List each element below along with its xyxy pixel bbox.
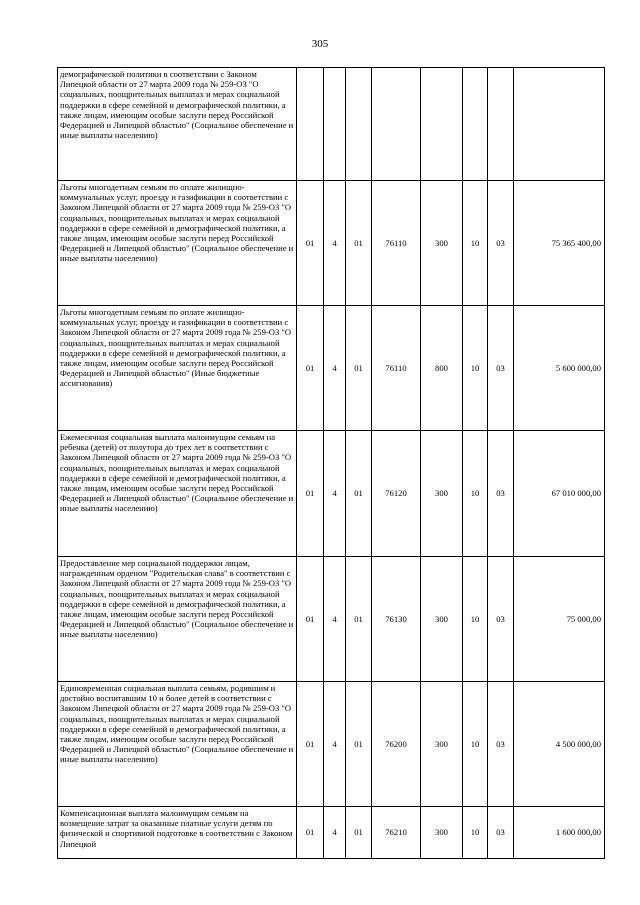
row-description: Предоставление мер социальной поддержки лицам, награжденным орденом "Родительская слава" в соответствии с Законом Липецкой области от 27 марта 2009 года № 259-ОЗ "О социальных, поощрительных выплатах и мерах социальной поддержки в сфере семейной и демографической политики, а также лицам, имеющим особые заслуги перед Российской Федерацией и Липецкой областью" (Социальное обеспечение и иные выплаты населению)	[58, 557, 297, 682]
row-description: Компенсационная выплата малоимущим семьям на возмещение затрат за оказанные платные услуги детям по физической и спортивной подготовке в соответствии с Законом Липецкой	[58, 807, 297, 859]
code-cell: 4	[324, 557, 346, 682]
code-cell: 76110	[372, 306, 421, 431]
row-description: Льготы многодетным семьям по оплате жилищно-коммунальных услуг, проезду и газификации в соответствии с Законом Липецкой области от 27 марта 2009 года № 259-ОЗ "О социальных, поощрительных выплатах и мерах социальной поддержки в сфере семейной и демографической политики, а также лицам, имеющим особые заслуги перед Российской Федерацией и Липецкой областью" (Иные бюджетные ассигнования)	[58, 306, 297, 431]
code-cell: 10	[463, 306, 488, 431]
code-cell: 10	[463, 557, 488, 682]
code-cell: 4	[324, 682, 346, 807]
code-cell	[297, 68, 324, 181]
row-description: Единовременная социальная выплата семьям, родившим и достойно воспитавшим 10 и более детей в соответствии с Законом Липецкой области от 27 марта 2009 года № 259-ОЗ "О социальных, поощрительных выплатах и мерах социальной поддержки в сфере семейной и демографической политики, а также лицам, имеющим особые заслуги перед Российской Федерацией и Липецкой областью" (Социальное обеспечение и иные выплаты населению)	[58, 682, 297, 807]
code-cell: 4	[324, 431, 346, 557]
code-cell: 300	[421, 431, 463, 557]
code-cell: 01	[297, 306, 324, 431]
code-cell: 03	[488, 682, 514, 807]
code-cell: 03	[488, 306, 514, 431]
code-cell: 10	[463, 431, 488, 557]
code-cell: 300	[421, 682, 463, 807]
code-cell: 01	[346, 431, 372, 557]
row-description: Ежемесячная социальная выплата малоимущим семьям на ребенка (детей) от полутора до трех лет в соответствии с Законом Липецкой области от 27 марта 2009 года № 259-ОЗ "О социальных, поощрительных выплатах и мерах социальной поддержки в сфере семейной и демографической политики, а также лицам, имеющим особые заслуги перед Российской Федерацией и Липецкой областью" (Социальное обеспечение и иные выплаты населению)	[58, 431, 297, 557]
code-cell: 01	[297, 807, 324, 859]
code-cell: 01	[297, 557, 324, 682]
code-cell: 4	[324, 181, 346, 306]
code-cell: 01	[346, 682, 372, 807]
amount-cell: 75 365 400,00	[514, 181, 605, 306]
budget-table	[57, 67, 605, 859]
code-cell: 76110	[372, 181, 421, 306]
code-cell: 800	[421, 306, 463, 431]
table-row	[58, 807, 605, 859]
code-cell	[488, 68, 514, 181]
code-cell: 76120	[372, 431, 421, 557]
code-cell: 300	[421, 807, 463, 859]
code-cell: 03	[488, 181, 514, 306]
code-cell: 76200	[372, 682, 421, 807]
amount-cell: 1 600 000,00	[514, 807, 605, 859]
code-cell: 01	[297, 431, 324, 557]
amount-cell: 67 010 000,00	[514, 431, 605, 557]
code-cell: 76130	[372, 557, 421, 682]
code-cell	[346, 68, 372, 181]
code-cell: 01	[297, 682, 324, 807]
table-row	[58, 431, 605, 557]
code-cell: 01	[346, 807, 372, 859]
code-cell: 01	[346, 557, 372, 682]
code-cell: 01	[297, 181, 324, 306]
code-cell: 10	[463, 682, 488, 807]
code-cell	[421, 68, 463, 181]
page-number: 305	[311, 38, 329, 50]
code-cell: 01	[346, 181, 372, 306]
code-cell: 03	[488, 807, 514, 859]
code-cell: 300	[421, 181, 463, 306]
table-row	[58, 682, 605, 807]
code-cell: 10	[463, 807, 488, 859]
code-cell: 03	[488, 431, 514, 557]
code-cell	[372, 68, 421, 181]
code-cell: 4	[324, 807, 346, 859]
amount-cell: 75 000,00	[514, 557, 605, 682]
code-cell: 01	[346, 306, 372, 431]
code-cell: 4	[324, 306, 346, 431]
table-row	[58, 557, 605, 682]
amount-cell: 5 600 000,00	[514, 306, 605, 431]
code-cell: 10	[463, 181, 488, 306]
code-cell: 03	[488, 557, 514, 682]
code-cell	[463, 68, 488, 181]
table-row	[58, 181, 605, 306]
amount-cell: 4 500 000,00	[514, 682, 605, 807]
code-cell	[324, 68, 346, 181]
row-description: демографической политики в соответствии с Законом Липецкой области от 27 марта 2009 года № 259-ОЗ "О социальных, поощрительных выплатах и мерах социальной поддержки в сфере семейной и демографической политики, а также лицам, имеющим особые заслуги перед Российской Федерацией и Липецкой областью" (Социальное обеспечение и иные выплаты населению)	[58, 68, 297, 181]
table-row	[58, 306, 605, 431]
row-description: Льготы многодетным семьям по оплате жилищно-коммунальных услуг, проезду и газификации в соответствии с Законом Липецкой области от 27 марта 2009 года № 259-ОЗ "О социальных, поощрительных выплатах и мерах социальной поддержки в сфере семейной и демографической политики, а также лицам, имеющим особые заслуги перед Российской Федерацией и Липецкой областью" (Социальное обеспечение и иные выплаты населению)	[58, 181, 297, 306]
amount-cell	[514, 68, 605, 181]
code-cell: 76210	[372, 807, 421, 859]
table-row	[58, 68, 605, 181]
code-cell: 300	[421, 557, 463, 682]
